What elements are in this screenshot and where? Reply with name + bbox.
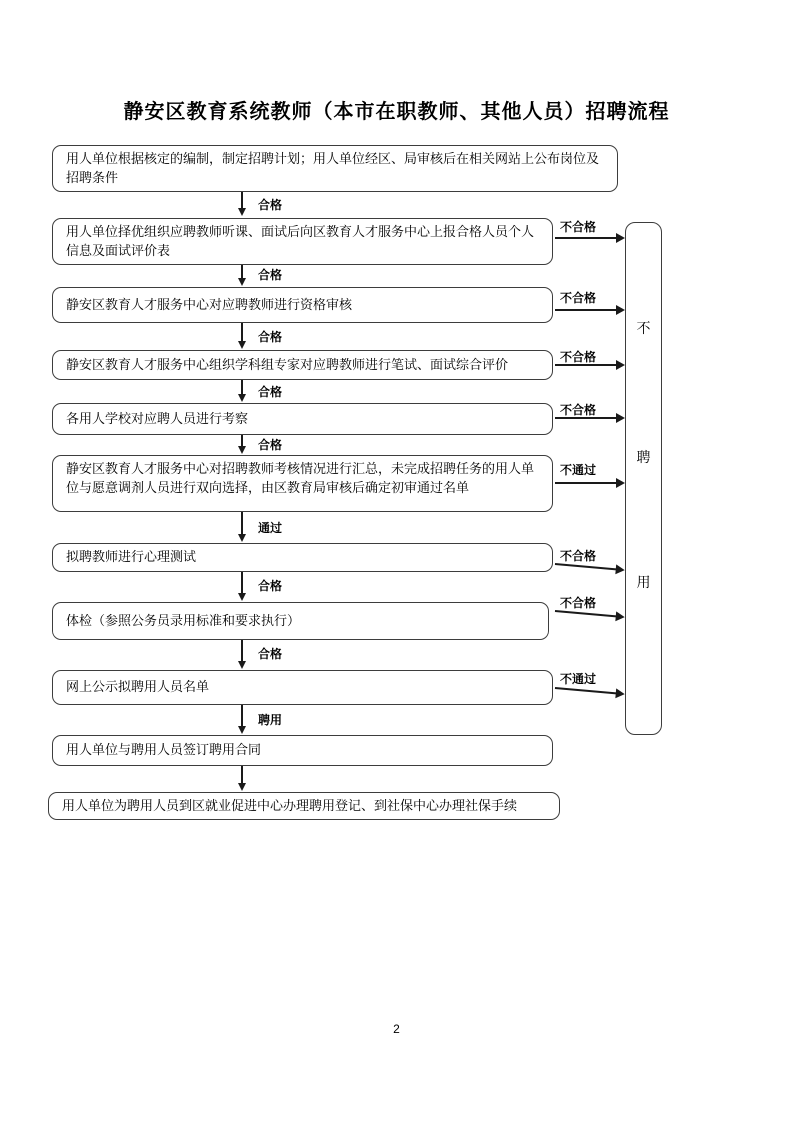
flow-step-4: 静安区教育人才服务中心组织学科组专家对应聘教师进行笔试、面试综合评价 — [52, 350, 553, 380]
down-arrow-label-4: 合格 — [258, 385, 283, 399]
side-arrow-label-5: 不通过 — [560, 463, 597, 477]
flow-step-10: 用人单位与聘用人员签订聘用合同 — [52, 735, 553, 766]
down-arrow-3 — [241, 323, 243, 342]
down-arrowhead-2 — [238, 278, 246, 286]
down-arrow-label-7: 合格 — [258, 579, 283, 593]
down-arrow-4 — [241, 380, 243, 395]
down-arrow-9 — [241, 705, 243, 727]
down-arrow-label-2: 合格 — [258, 268, 283, 282]
side-arrow-label-6: 不合格 — [560, 549, 597, 563]
flow-step-11: 用人单位为聘用人员到区就业促进中心办理聘用登记、到社保中心办理社保手续 — [48, 792, 560, 820]
page-title: 静安区教育系统教师（本市在职教师、其他人员）招聘流程 — [123, 101, 670, 123]
side-arrow-8 — [555, 683, 626, 699]
side-arrow-7 — [555, 606, 626, 622]
down-arrow-6 — [241, 512, 243, 535]
down-arrowhead-8 — [238, 661, 246, 669]
flow-step-2: 用人单位择优组织应聘教师听课、面试后向区教育人才服务中心上报合格人员个人信息及面试评价表 — [52, 218, 553, 265]
down-arrowhead-9 — [238, 726, 246, 734]
down-arrowhead-7 — [238, 593, 246, 601]
side-arrow-label-2: 不合格 — [560, 291, 597, 305]
down-arrow-10 — [241, 766, 243, 784]
down-arrow-7 — [241, 572, 243, 594]
down-arrow-label-5: 合格 — [258, 438, 283, 452]
reject-box-char: 用 — [636, 574, 651, 590]
side-arrow-label-1: 不合格 — [560, 220, 597, 234]
flow-step-5: 各用人学校对应聘人员进行考察 — [52, 403, 553, 435]
down-arrow-label-1: 合格 — [258, 198, 283, 212]
side-arrow-label-8: 不通过 — [560, 672, 597, 686]
reject-box — [625, 222, 662, 735]
down-arrow-2 — [241, 265, 243, 279]
side-arrow-5 — [555, 478, 625, 488]
side-arrow-4 — [555, 413, 625, 423]
side-arrow-label-4: 不合格 — [560, 403, 597, 417]
flow-step-3: 静安区教育人才服务中心对应聘教师进行资格审核 — [52, 287, 553, 323]
down-arrowhead-5 — [238, 446, 246, 454]
flow-step-9: 网上公示拟聘用人员名单 — [52, 670, 553, 705]
down-arrowhead-1 — [238, 208, 246, 216]
down-arrowhead-3 — [238, 341, 246, 349]
side-arrow-3 — [555, 360, 625, 370]
reject-box-char: 不 — [636, 320, 651, 336]
down-arrow-label-9: 聘用 — [258, 713, 283, 727]
flow-step-1: 用人单位根据核定的编制，制定招聘计划；用人单位经区、局审核后在相关网站上公布岗位及招聘条件 — [52, 145, 618, 192]
down-arrow-label-3: 合格 — [258, 330, 283, 344]
flow-step-6: 静安区教育人才服务中心对招聘教师考核情况进行汇总，未完成招聘任务的用人单位与愿意调剂人员进行双向选择，由区教育局审核后确定初审通过名单 — [52, 455, 553, 512]
flow-step-7: 拟聘教师进行心理测试 — [52, 543, 553, 572]
side-arrow-label-7: 不合格 — [560, 596, 597, 610]
down-arrow-1 — [241, 192, 243, 209]
reject-box-char: 聘 — [636, 449, 651, 465]
side-arrow-6 — [555, 559, 626, 575]
down-arrow-8 — [241, 640, 243, 662]
down-arrowhead-6 — [238, 534, 246, 542]
flow-step-8: 体检（参照公务员录用标准和要求执行） — [52, 602, 549, 640]
page-number: 2 — [393, 1022, 400, 1036]
side-arrow-2 — [555, 305, 625, 315]
down-arrow-label-6: 通过 — [258, 521, 283, 535]
side-arrow-1 — [555, 233, 625, 243]
down-arrowhead-4 — [238, 394, 246, 402]
side-arrow-label-3: 不合格 — [560, 350, 597, 364]
down-arrowhead-10 — [238, 783, 246, 791]
down-arrow-label-8: 合格 — [258, 647, 283, 661]
